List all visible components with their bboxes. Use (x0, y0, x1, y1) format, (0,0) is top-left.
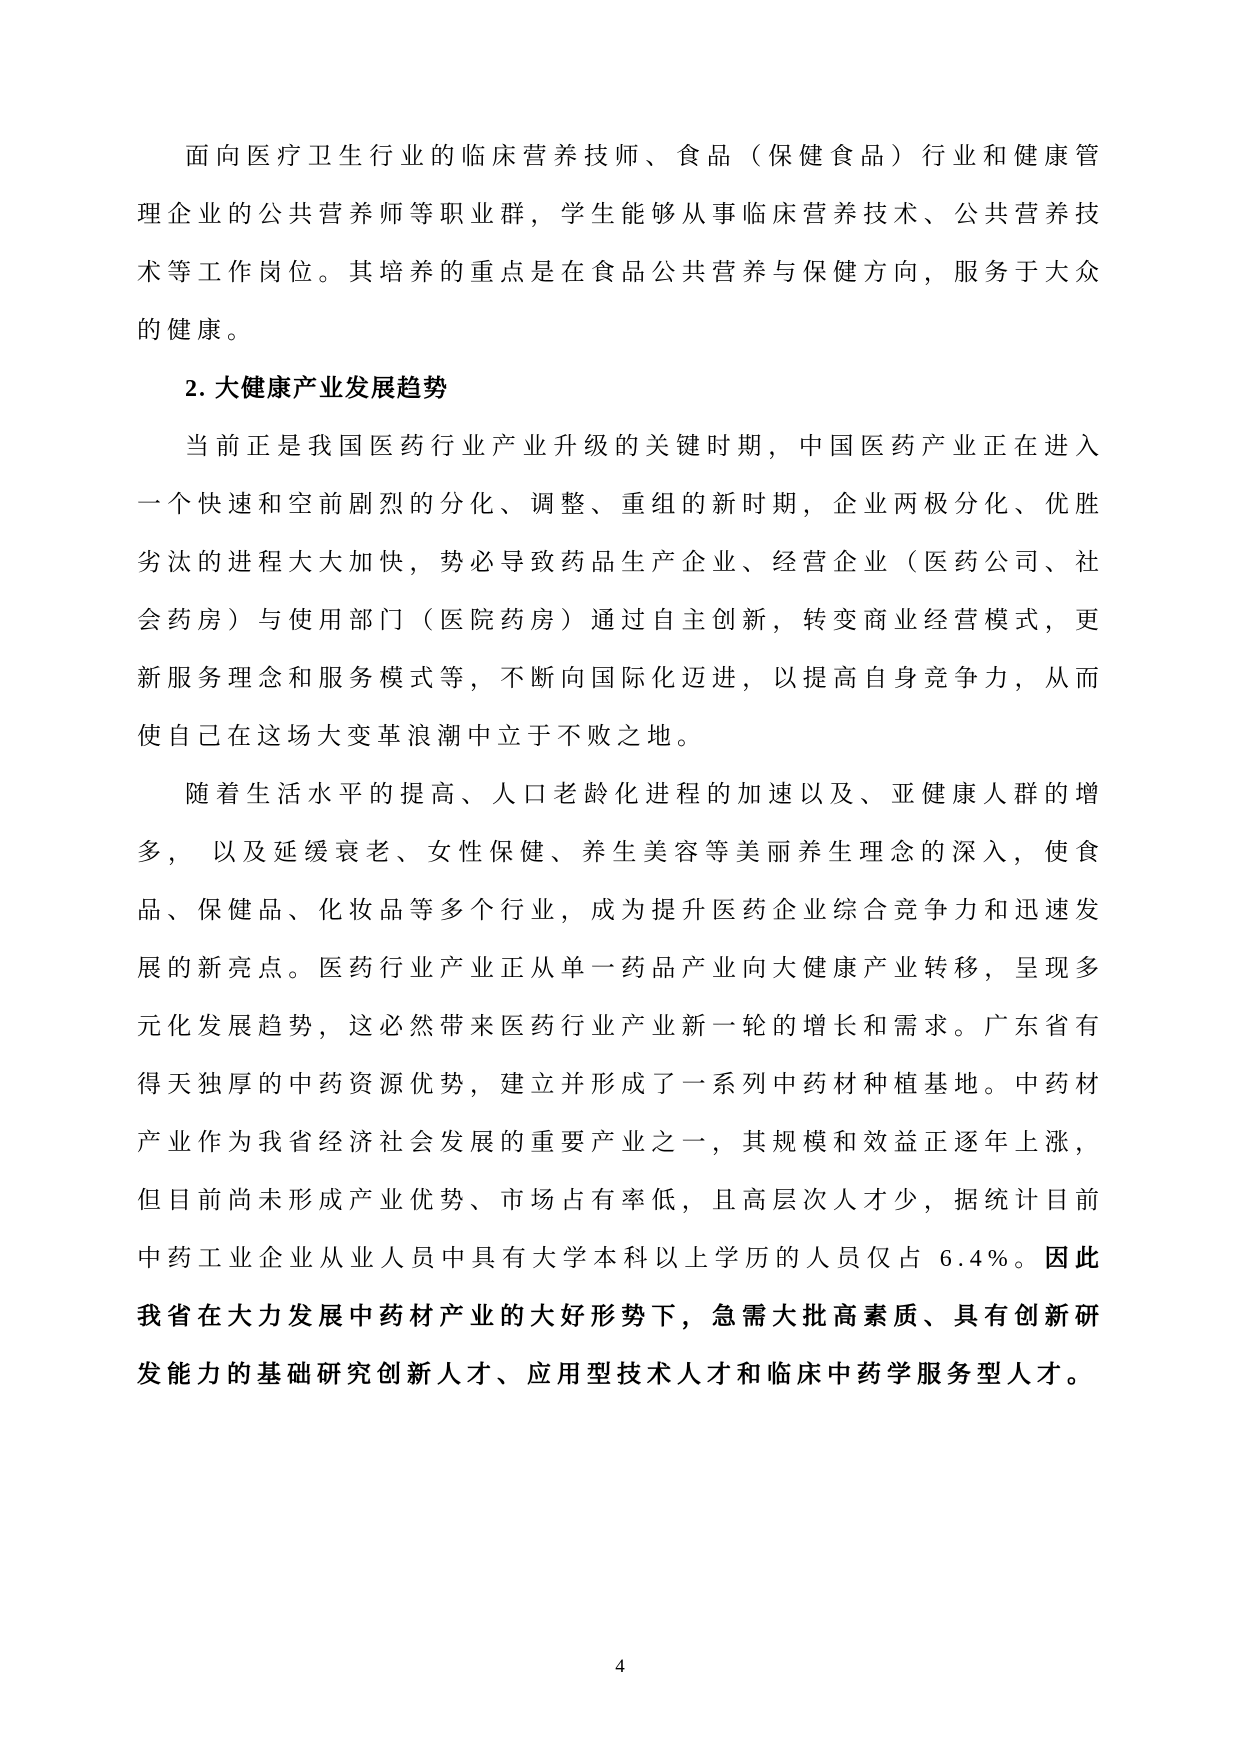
paragraph-pharma-industry-upgrade: 当前正是我国医药行业产业升级的关键时期，中国医药产业正在进入一个快速和空前剧烈的分化、调整、重组的新时期，企业两极分化、优胜劣汰的进程大大加快，势必导致药品生产企业、经营企业（医药公司、社会药房）与使用部门（医院药房）通过自主创新，转变商业经营模式，更新服务理念和服务模式等，不断向国际化迈进，以提高自身竞争力，从而使自己在这场大变革浪潮中立于不败之地。 (137, 434, 1105, 750)
paragraph-health-trend (137, 766, 1105, 1404)
section-heading-health-industry-trend: 2. 大健康产业发展趋势 (185, 376, 449, 402)
page-number: 4 (615, 1656, 625, 1677)
paragraph-health-trend-normal-text: 随着生活水平的提高、人口老龄化进程的加速以及、亚健康人群的增多， 以及延缓衰老、女性保健、养生美容等美丽养生理念的深入，使食品、保健品、化妆品等多个行业，成为提升医药企业综合竞争力和迅速发展的新亮点。医药行业产业正从单一药品产业向大健康产业转移，呈现多元化发展趋势，这必然带来医药行业产业新一轮的增长和需求。广东省有得天独厚的中药资源优势，建立并形成了一系列中药材种植基地。中药材产业作为我省经济社会发展的重要产业之一，其规模和效益正逐年上涨，但目前尚未形成产业优势、市场占有率低，且高层次人才少，据统计目前中药工业企业从业人员中具有大学本科以上学历的人员仅占 6.4%。 (137, 782, 1105, 1272)
paragraph-career-groups: 面向医疗卫生行业的临床营养技师、食品（保健食品）行业和健康管理企业的公共营养师等职业群，学生能够从事临床营养技术、公共营养技术等工作岗位。其培养的重点是在食品公共营养与保健方向，服务于大众的健康。 (137, 144, 1105, 344)
document-content (137, 128, 1105, 1404)
paragraph-health-trend-emphasis-text: 因此我省在大力发展中药材产业的大好形势下，急需大批高素质、具有创新研发能力的基础研究创新人才、应用型技术人才和临床中药学服务型人才。 (137, 1246, 1105, 1388)
